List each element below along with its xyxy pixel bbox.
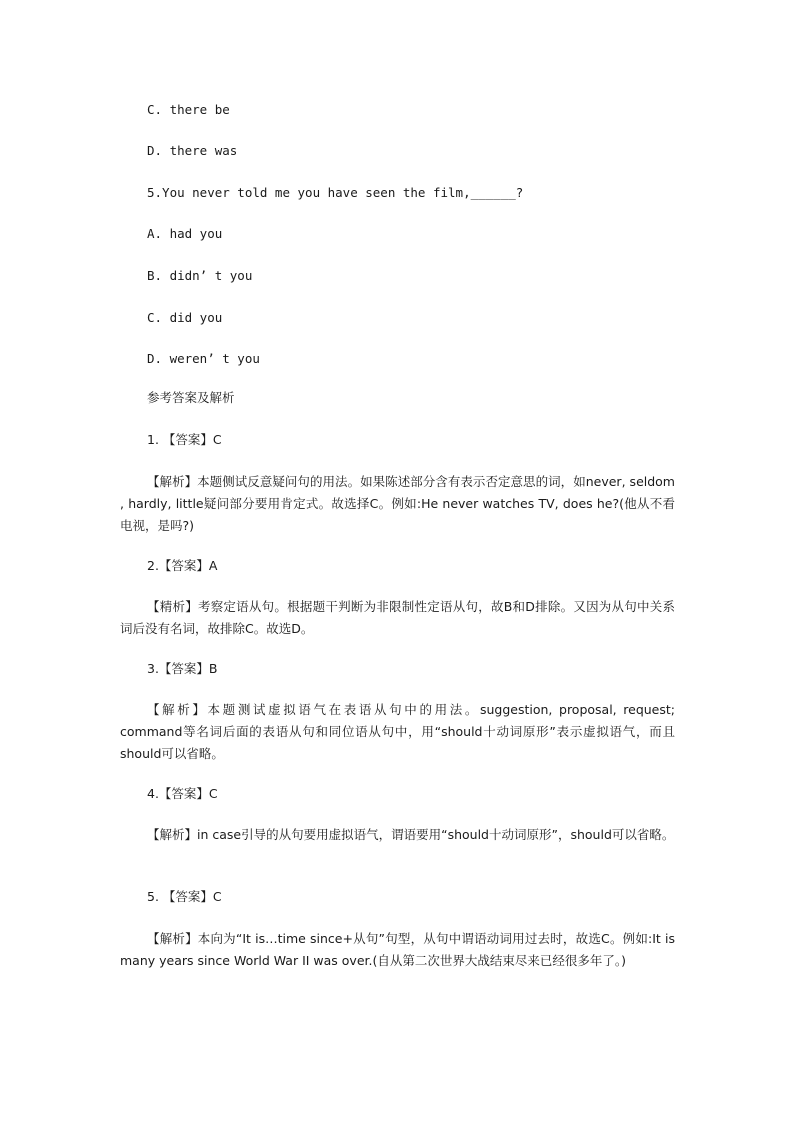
answer-4: 4.【答案】C xyxy=(147,786,218,801)
option-d-werent-you: D. weren’ t you xyxy=(147,351,260,366)
explanation-1: 【解析】本题侧试反意疑问句的用法。如果陈述部分含有表示否定意思的词，如never, seldom , hardly, little疑问部分要用肯定式。故选择C。例如:He never watches TV, does he?(他从不看电视，是吗?) xyxy=(120,474,675,533)
explanation-3: 【解析】本题测试虚拟语气在表语从句中的用法。suggestion, proposal, request; command等名词后面的表语从句和同位语从句中，用“should十动词原形”表示虚拟语气，而且should可以省略。 xyxy=(120,702,675,761)
option-a-had-you: A. had you xyxy=(147,226,223,241)
question-5: 5.You never told me you have seen the film,______? xyxy=(147,185,524,200)
option-b-didnt-you: B. didn’ t you xyxy=(147,268,253,283)
explanation-5: 【解析】本向为“It is…time since+从句”句型，从句中谓语动词用过去时，故选C。例如:It is many years since World War II was over.(自从第二次世界大战结束尽来已经很多年了。) xyxy=(120,931,675,968)
explanation-2: 【精析】考察定语从句。根据题干判断为非限制性定语从句，故B和D排除。又因为从句中关系词后没有名词，故排除C。故选D。 xyxy=(120,599,675,636)
option-c-did-you: C. did you xyxy=(147,310,223,325)
explanation-4: 【解析】in case引导的从句要用虚拟语气，谓语要用“should十动词原形”，should可以省略。 xyxy=(147,827,675,842)
option-c-there-be: C. there be xyxy=(147,102,230,117)
answers-heading: 参考答案及解析 xyxy=(147,390,235,405)
answer-3: 3.【答案】B xyxy=(147,661,218,676)
answer-2: 2.【答案】A xyxy=(147,558,218,573)
option-d-there-was: D. there was xyxy=(147,143,238,158)
answer-1: 1. 【答案】C xyxy=(147,432,222,447)
answer-5: 5. 【答案】C xyxy=(147,889,222,904)
